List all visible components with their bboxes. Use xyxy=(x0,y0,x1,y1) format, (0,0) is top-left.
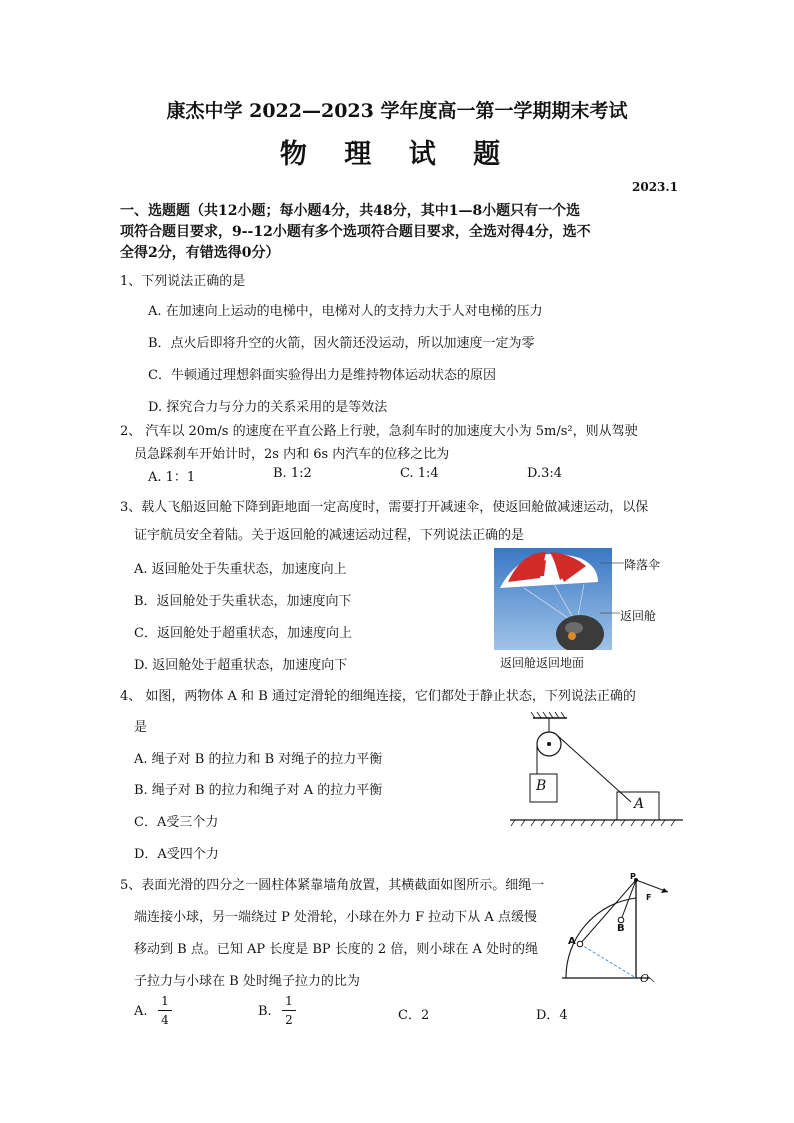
pulley-diagram xyxy=(505,710,685,830)
q2-option-b: B. 1:2 xyxy=(273,466,312,481)
q3-option-a: A. 返回舱处于失重状态，加速度向上 xyxy=(134,562,347,577)
section-instructions-line1: 一、选题题（共12小题；每小题4分，共48分，其中1—8小题只有一个选 xyxy=(120,203,581,219)
block-b-label: B xyxy=(536,778,547,794)
fig-label-f: F xyxy=(646,893,652,902)
q5-option-d: D．4 xyxy=(536,1008,568,1023)
q5-line2: 端连接小球，另一端绕过 P 处滑轮，小球在外力 F 拉动下从 A 点缓慢 xyxy=(134,910,537,925)
q2-option-d: D.3:4 xyxy=(527,466,563,481)
q2-option-a: A. 1：1 xyxy=(148,470,196,485)
q5-option-a-fraction xyxy=(158,994,172,1027)
label-parachute: 降落伞 xyxy=(624,558,661,572)
fig-label-b: B xyxy=(617,923,625,934)
label-capsule: 返回舱 xyxy=(620,609,657,623)
fig-label-p: P xyxy=(630,872,636,881)
section-instructions-line2: 项符合题目要求，9--12小题有多个选项符合题目要求，全选对得4分，选不 xyxy=(120,224,591,240)
q5-line3: 移动到 B 点。已知 AP 长度是 BP 长度的 2 倍，则小球在 A 处时的绳 xyxy=(134,942,538,957)
q5-option-b-fraction xyxy=(282,994,296,1027)
q1-option-a: A. 在加速向上运动的电梯中，电梯对人的支持力大于人对电梯的压力 xyxy=(148,304,543,319)
q3-option-b: B．返回舱处于失重状态，加速度向下 xyxy=(134,594,352,609)
q1-stem: 1、下列说法正确的是 xyxy=(120,274,246,289)
q1-option-b: B．点火后即将升空的火箭，因火箭还没运动，所以加速度一定为零 xyxy=(148,336,535,351)
q4-option-c: C．A受三个力 xyxy=(134,815,219,830)
parachute-capsule-photo xyxy=(494,548,612,650)
exam-date: 2023.1 xyxy=(632,180,678,194)
photo-caption: 返回舱返回地面 xyxy=(500,656,585,670)
q5-line1: 5、表面光滑的四分之一圆柱体紧靠墙角放置，其横截面如图所示。细绳一 xyxy=(120,878,545,893)
fig-label-a: A xyxy=(568,936,576,947)
q2-line1: 2、 汽车以 20m/s 的速度在平直公路上行驶，急刹车时的加速度大小为 5m/s²，则从驾驶 xyxy=(120,424,638,439)
q5-option-a-denominator: 4 xyxy=(161,1013,169,1027)
q4-line2: 是 xyxy=(134,720,148,735)
q4-option-b: B. 绳子对 B 的拉力和绳子对 A 的拉力平衡 xyxy=(134,783,383,798)
q1-option-d: D. 探究合力与分力的关系采用的是等效法 xyxy=(148,400,388,415)
q3-option-c: C．返回舱处于超重状态，加速度向上 xyxy=(134,626,352,641)
q5-option-c: C．2 xyxy=(398,1008,430,1023)
q5-option-b-label: B. xyxy=(258,1004,272,1019)
photo-leader-lines xyxy=(600,555,626,615)
q5-line4: 子拉力与小球在 B 处时绳子拉力的比为 xyxy=(134,974,360,989)
exam-subtitle: 物 理 试 题 xyxy=(279,139,515,170)
q2-option-c: C. 1:4 xyxy=(400,466,439,481)
q2-line2: 员急踩刹车开始计时，2s 内和 6s 内汽车的位移之比为 xyxy=(134,447,450,462)
block-a-label: A xyxy=(634,796,645,812)
q5-option-a-label: A. xyxy=(134,1004,148,1019)
q4-option-d: D．A受四个力 xyxy=(134,847,219,862)
fig-label-o: O xyxy=(640,972,650,985)
q4-option-a: A. 绳子对 B 的拉力和 B 对绳子的拉力平衡 xyxy=(134,752,383,767)
q3-option-d: D. 返回舱处于超重状态，加速度向下 xyxy=(134,658,348,673)
q1-option-c: C．牛顿通过理想斜面实验得出力是维持物体运动状态的原因 xyxy=(148,368,496,383)
q5-option-a-numerator: 1 xyxy=(161,994,169,1008)
section-instructions-line3: 全得2分，有错选得0分） xyxy=(120,245,280,261)
q3-line1: 3、载人飞船返回舱下降到距地面一定高度时，需要打开减速伞，使返回舱做减速运动，以保 xyxy=(120,500,649,515)
q3-line2: 证宇航员安全着陆。关于返回舱的减速运动过程，下列说法正确的是 xyxy=(134,528,525,543)
q4-line1: 4、 如图，两物体 A 和 B 通过定滑轮的细绳连接，它们都处于静止状态，下列说法正确的 xyxy=(120,689,636,704)
q5-option-b-denominator: 2 xyxy=(285,1013,293,1027)
exam-title: 康杰中学 2022—2023 学年度高一第一学期期末考试 xyxy=(166,100,628,122)
q5-option-b-numerator: 1 xyxy=(285,994,293,1008)
